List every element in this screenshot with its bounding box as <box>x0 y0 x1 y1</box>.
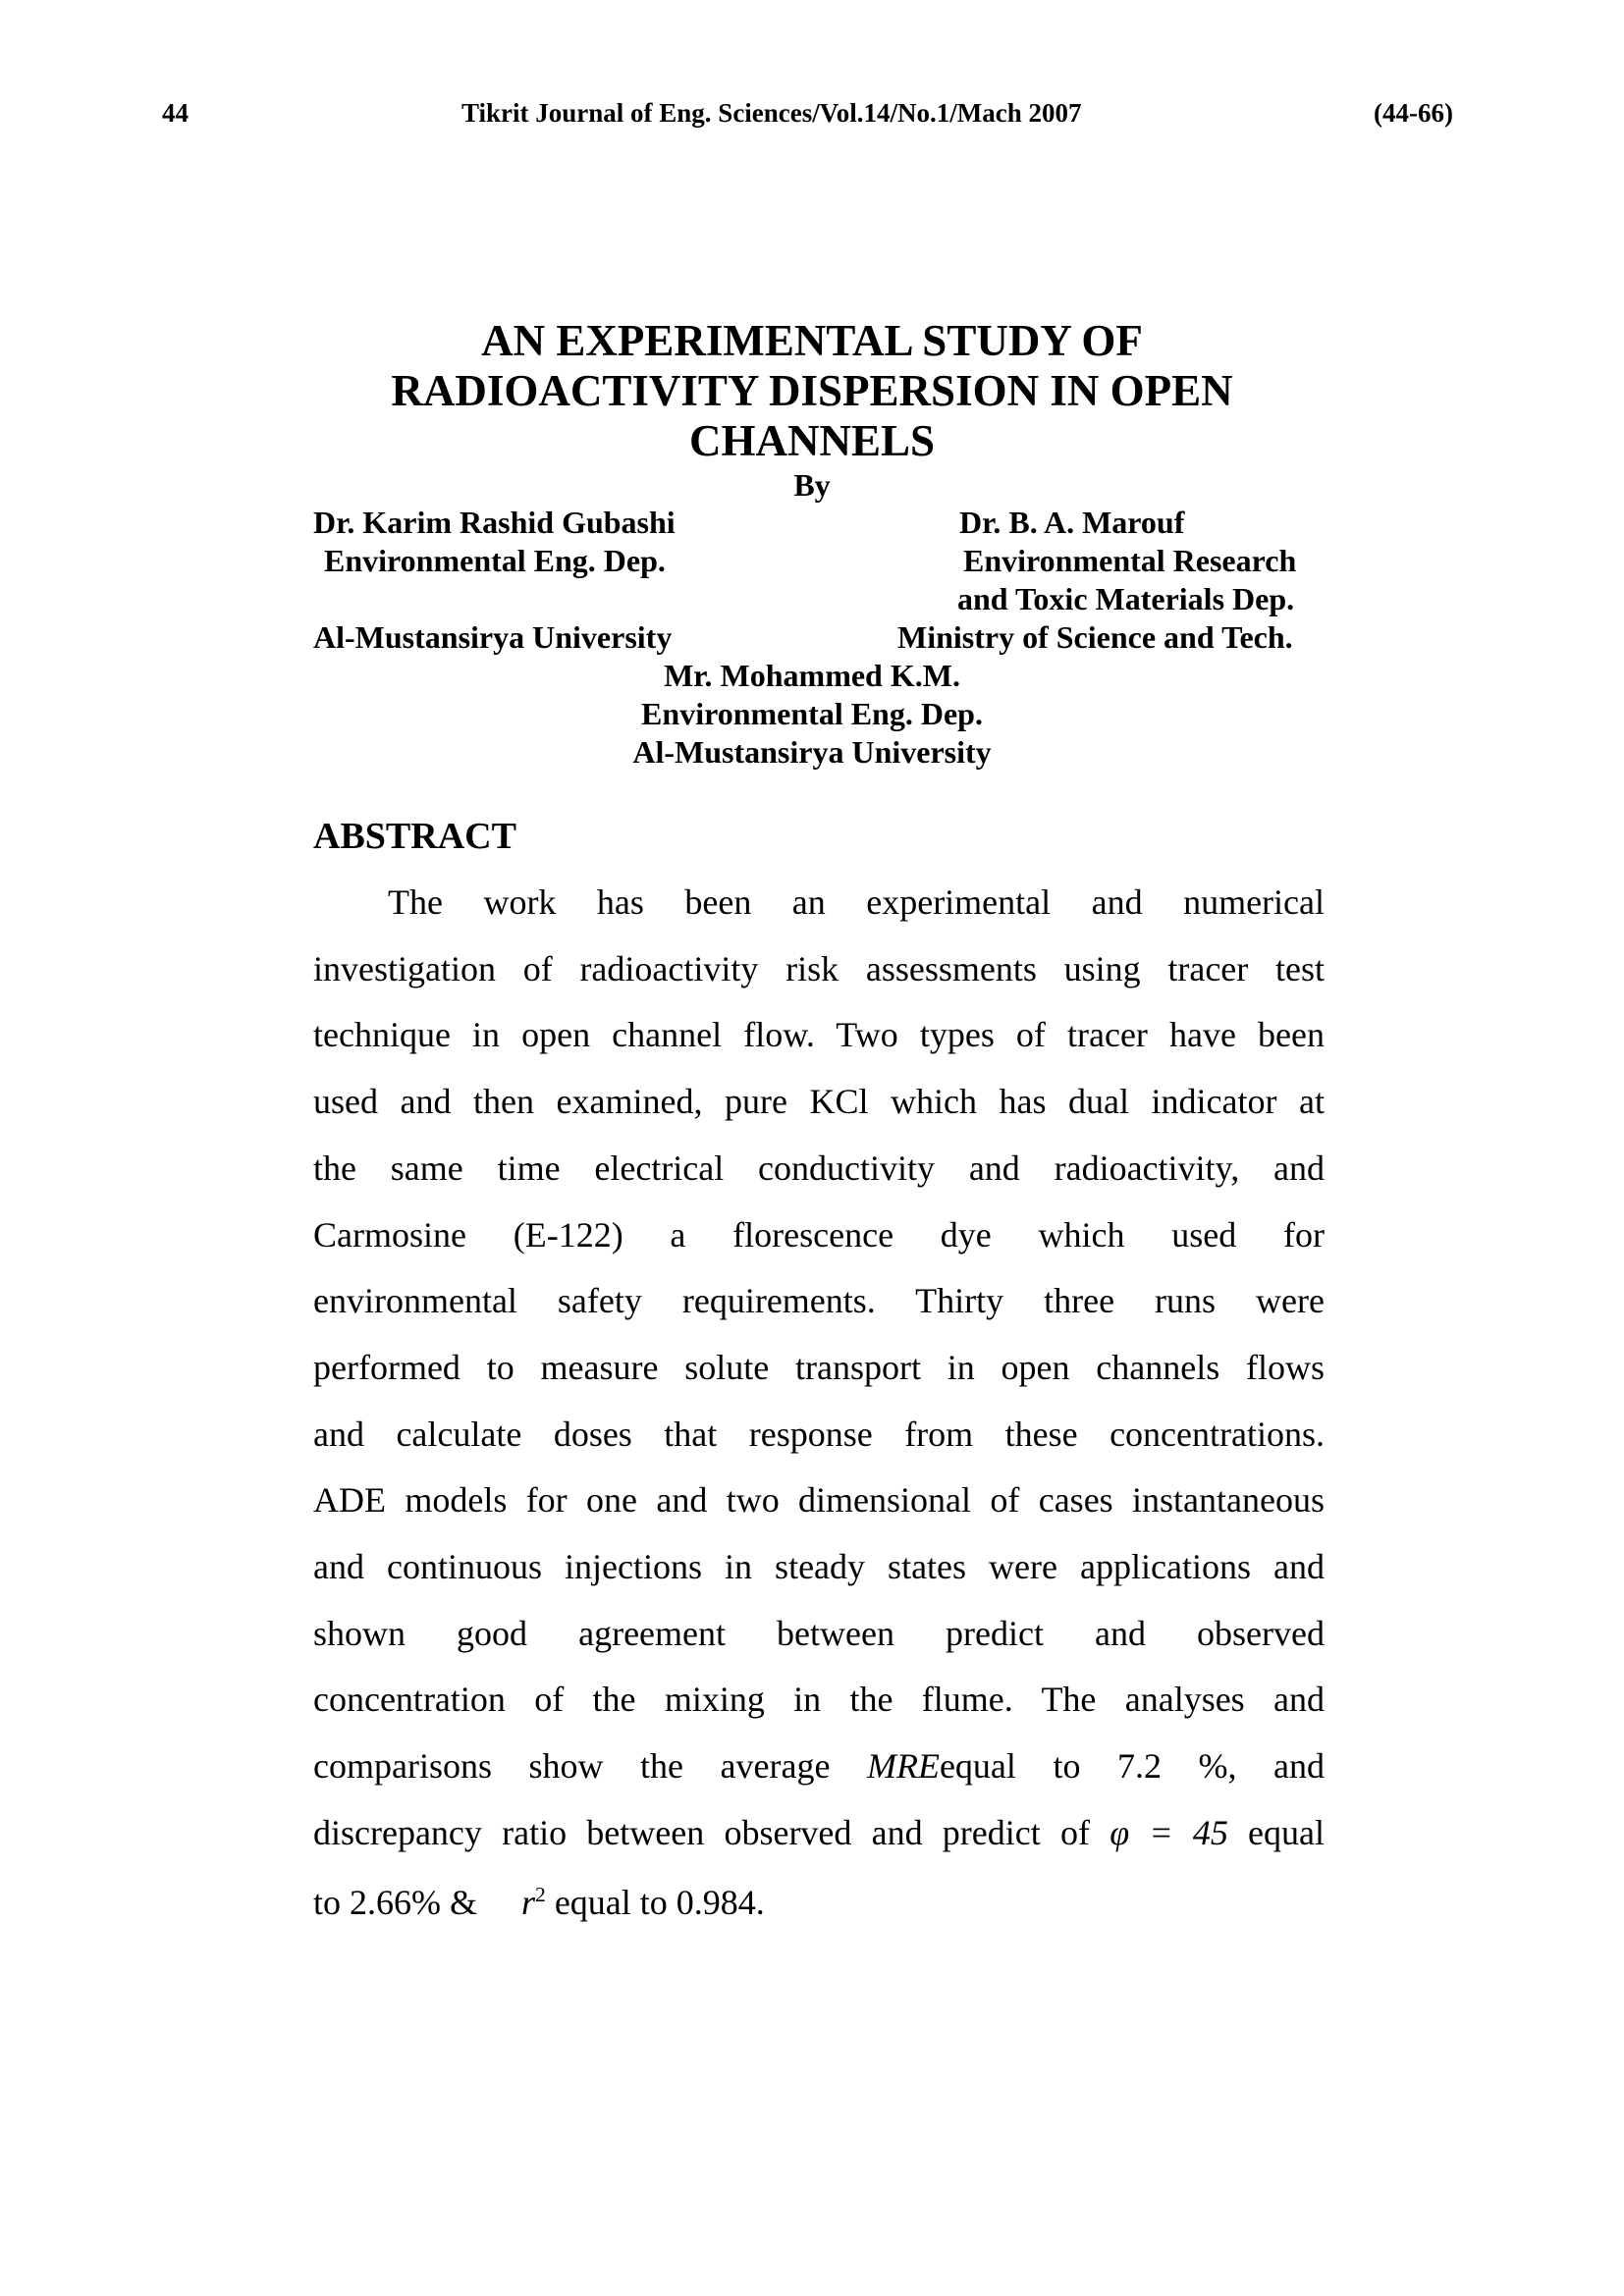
math-superscript: 2 <box>535 1883 546 1906</box>
text: equal to 0.984. <box>554 1883 765 1922</box>
abstract-line: environmental safety requirements. Thirty three runs were <box>313 1281 1325 1320</box>
author-1-institution: Al-Mustansirya University <box>313 619 673 655</box>
abstract-line: shown good agreement between predict and observed <box>313 1614 1325 1653</box>
text: discrepancy ratio between observed and predict of <box>313 1813 1090 1852</box>
abstract-line: concentration of the mixing in the flume. The analyses and <box>313 1680 1325 1719</box>
author-3-institution: Al-Mustansirya University <box>632 734 992 770</box>
text: equal <box>1248 1813 1326 1852</box>
author-2-dept-line2: and Toxic Materials Dep. <box>957 581 1295 616</box>
abstract-line: Carmosine (E-122) a florescence dye which used for <box>313 1215 1325 1255</box>
abstract-line-phi <box>313 1815 1325 1850</box>
author-3-dept: Environmental Eng. Dep. <box>641 696 983 731</box>
math-mre: MRE <box>866 1746 940 1786</box>
title-line-2: RADIOACTIVITY DISPERSION IN OPEN <box>391 366 1233 415</box>
author-3-name: Mr. Mohammed K.M. <box>664 658 960 693</box>
title-line-3: CHANNELS <box>688 416 936 465</box>
abstract-line-r2 <box>313 1885 1325 1920</box>
abstract-line: technique in open channel flow. Two types of tracer have been <box>313 1015 1325 1054</box>
abstract-heading: ABSTRACT <box>313 816 516 857</box>
math-r: r <box>521 1883 536 1922</box>
author-1-dept: Environmental Eng. Dep. <box>324 543 666 578</box>
abstract-line: the same time electrical conductivity and radioactivity, and <box>313 1148 1325 1188</box>
title-by: By <box>793 467 831 503</box>
author-2-name: Dr. B. A. Marouf <box>959 505 1185 540</box>
title-line-1: AN EXPERIMENTAL STUDY OF <box>481 316 1143 365</box>
math-phi: φ = 45 <box>1110 1813 1228 1852</box>
text: to 2.66% & <box>313 1883 477 1922</box>
journal-header: Tikrit Journal of Eng. Sciences/Vol.14/No.1/Mach 2007 <box>461 98 1082 128</box>
abstract-line: and calculate doses that response from these concentrations. <box>313 1415 1325 1454</box>
abstract-line-mre <box>313 1748 1325 1784</box>
abstract-line: investigation of radioactivity risk assessments using tracer test <box>313 949 1325 988</box>
abstract-line: ADE models for one and two dimensional of cases instantaneous <box>313 1480 1325 1520</box>
text: equal to 7.2 %, and <box>939 1746 1325 1786</box>
abstract-line: used and then examined, pure KCl which has dual indicator at <box>313 1082 1325 1121</box>
author-2-dept-line1: Environmental Research <box>963 543 1297 578</box>
page-number: 44 <box>162 98 189 128</box>
author-2-institution: Ministry of Science and Tech. <box>897 619 1293 655</box>
author-1-name: Dr. Karim Rashid Gubashi <box>313 505 676 540</box>
page-range: (44-66) <box>1374 98 1453 128</box>
abstract-line: and continuous injections in steady states were applications and <box>313 1547 1325 1586</box>
abstract-line: The work has been an experimental and numerical <box>388 882 1325 922</box>
text: comparisons show the average <box>313 1746 831 1786</box>
abstract-line: performed to measure solute transport in open channels flows <box>313 1348 1325 1387</box>
